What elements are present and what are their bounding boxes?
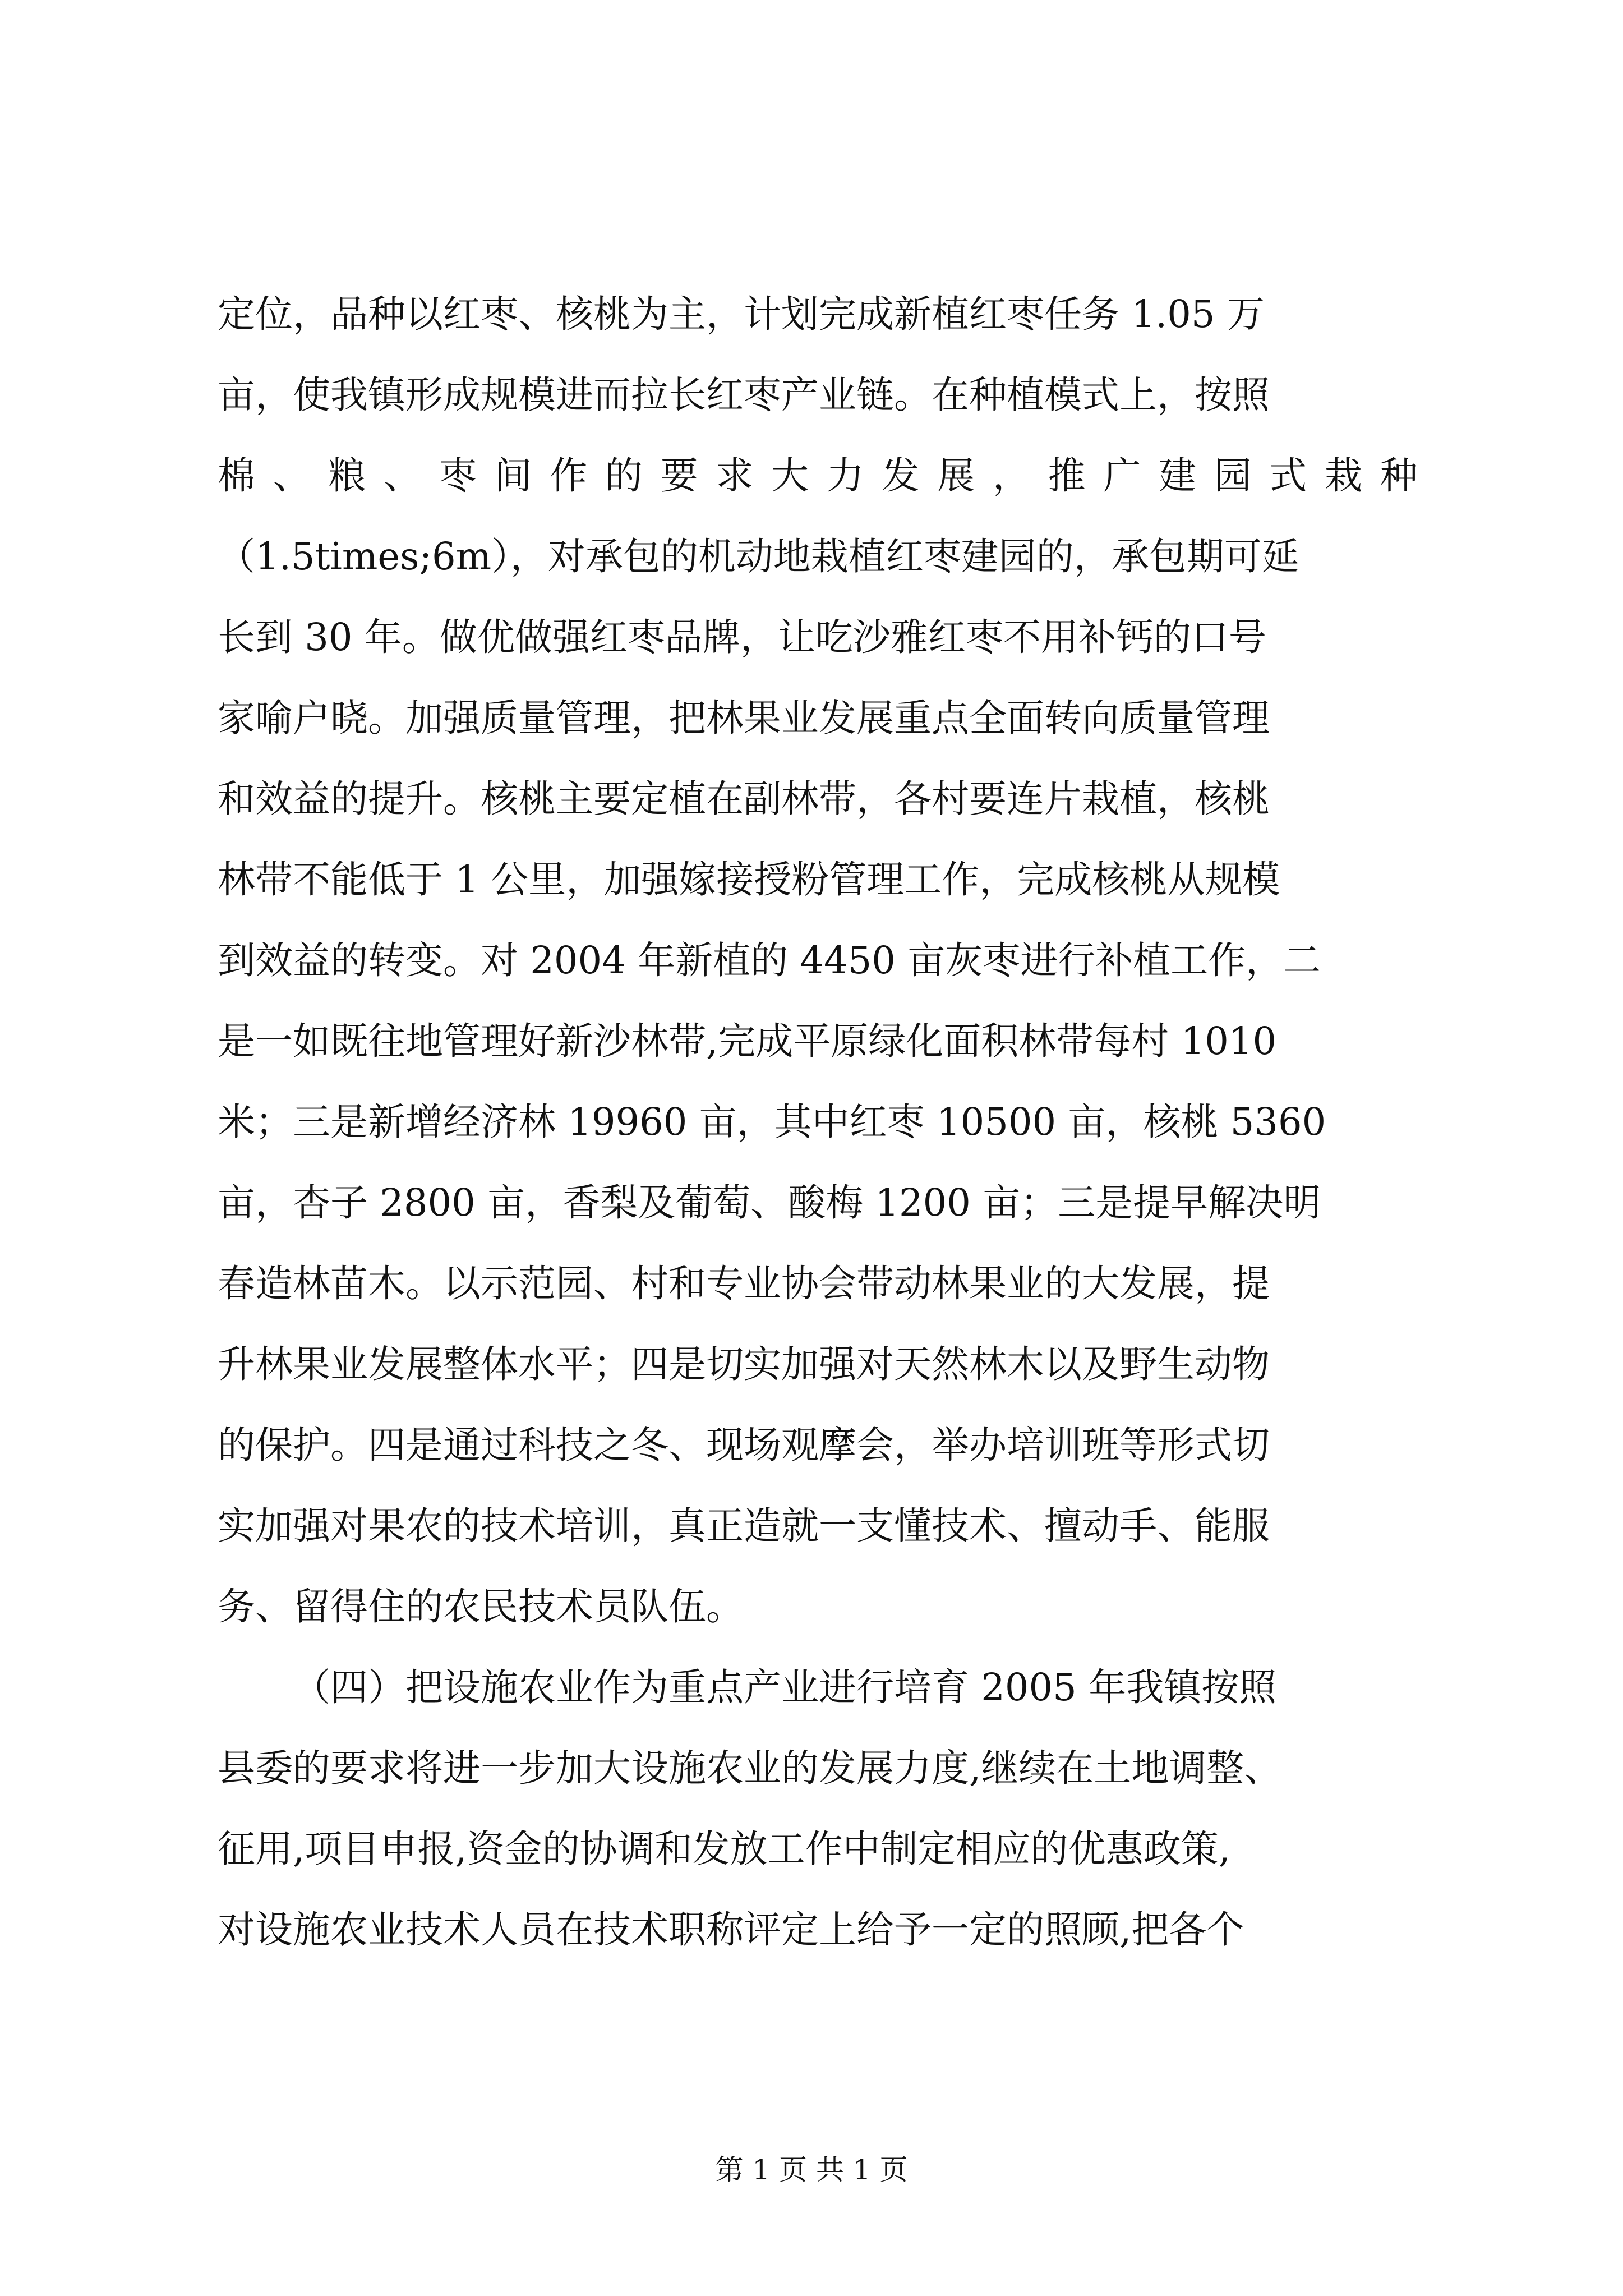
- text-char: 种: [1380, 454, 1418, 498]
- text-line: [218, 435, 1418, 516]
- text-line: 春造林苗木。以示范园、村和专业协会带动林果业的大发展，提: [218, 1262, 1270, 1305]
- text-line: 亩，杏子 2800 亩，香梨及葡萄、酸梅 1200 亩；三是提早解决明: [218, 1181, 1321, 1225]
- text-char: 建: [1158, 454, 1196, 498]
- text-line: 征用,项目申报,资金的协调和发放工作中制定相应的优惠政策,: [218, 1827, 1230, 1871]
- section-heading-line: （四）把设施农业作为重点产业进行培育 2005 年我镇按照: [293, 1665, 1277, 1709]
- text-line: 对设施农业技术人员在技术职称评定上给予一定的照顾,把各个: [218, 1908, 1244, 1952]
- text-char: 广: [1103, 454, 1141, 498]
- text-char: 推: [1048, 454, 1086, 498]
- text-char: 间: [494, 454, 532, 498]
- page-footer: [0, 2153, 1623, 2187]
- text-line: 升林果业发展整体水平；四是切实加强对天然林木以及野生动物: [218, 1342, 1270, 1386]
- text-line: 和效益的提升。核桃主要定植在副林带，各村要连片栽植，核桃: [218, 777, 1270, 821]
- text-line: 亩，使我镇形成规模进而拉长红枣产业链。在种植模式上，按照: [218, 373, 1270, 417]
- text-char: ，: [992, 454, 1030, 498]
- text-char: 枣: [439, 454, 477, 498]
- text-line: 家喻户晓。加强质量管理，把林果业发展重点全面转向质量管理: [218, 696, 1270, 740]
- text-char: 要: [660, 454, 698, 498]
- text-line: （1.5times;6m），对承包的机动地栽植红枣建园的，承包期可延: [218, 535, 1299, 578]
- text-char: 作: [550, 454, 588, 498]
- text-line: 是一如既往地管理好新沙林带,完成平原绿化面积林带每村 1010: [218, 1019, 1277, 1063]
- text-char: 栽: [1325, 454, 1363, 498]
- text-char: 的: [605, 454, 643, 498]
- text-line: 务、留得住的农民技术员队伍。: [218, 1585, 744, 1628]
- text-line: 米；三是新增经济林 19960 亩，其中红枣 10500 亩，核桃 5360: [218, 1100, 1326, 1144]
- text-line: 实加强对果农的技术培训，真正造就一支懂技术、擅动手、能服: [218, 1504, 1270, 1548]
- text-line: 林带不能低于 1 公里，加强嫁接授粉管理工作，完成核桃从规模: [218, 858, 1280, 901]
- text-line: 的保护。四是通过科技之冬、现场观摩会，举办培训班等形式切: [218, 1423, 1270, 1467]
- text-char: 发: [882, 454, 920, 498]
- text-line: 到效益的转变。对 2004 年新植的 4450 亩灰枣进行补植工作，二: [218, 938, 1321, 982]
- text-char: 大: [771, 454, 809, 498]
- text-char: 园: [1214, 454, 1252, 498]
- text-char: 求: [716, 454, 754, 498]
- text-char: 式: [1269, 454, 1307, 498]
- text-char: 力: [826, 454, 864, 498]
- text-char: 、: [384, 454, 422, 498]
- text-char: 、: [273, 454, 311, 498]
- text-char: 棉: [218, 454, 255, 498]
- text-char: 展: [937, 454, 975, 498]
- text-line: 定位，品种以红枣、核桃为主，计划完成新植红枣任务 1.05 万: [218, 292, 1265, 336]
- text-char: 粮: [328, 454, 366, 498]
- text-line: 长到 30 年。做优做强红枣品牌，让吃沙雅红枣不用补钙的口号: [218, 615, 1266, 659]
- body-text: [218, 274, 1418, 1970]
- page-number-label: 第 1 页 共 1 页: [715, 2154, 908, 2186]
- text-line: 县委的要求将进一步加大设施农业的发展力度,继续在土地调整、: [218, 1746, 1282, 1790]
